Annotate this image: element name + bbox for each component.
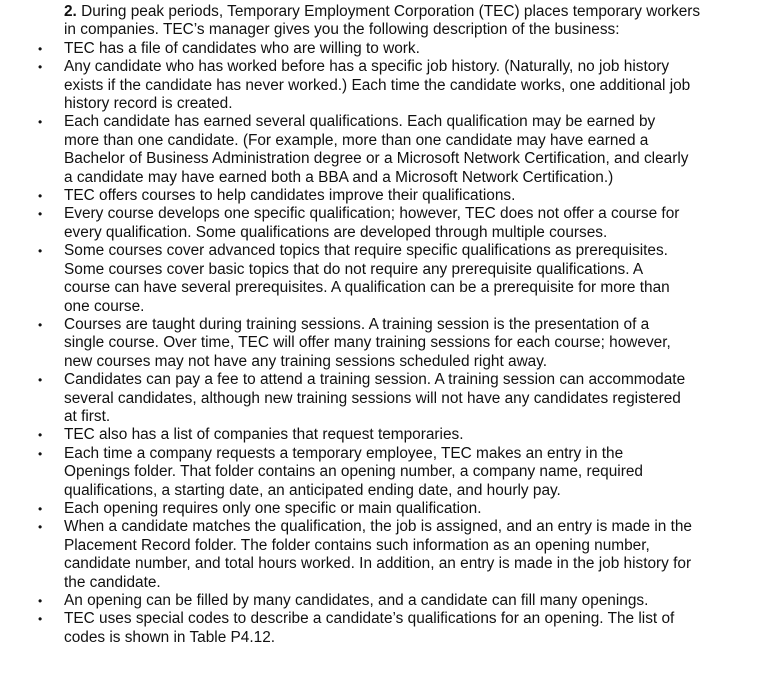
bullet-icon: • bbox=[38, 594, 43, 608]
list-item bbox=[0, 610, 692, 647]
list-item-text: Some courses cover advanced topics that require specific qualifications as prerequisites. Some courses cover basic topics that do not require any prerequisite qualifications. A course can have several prerequisites. A qualification can be a prerequisite for more than one course. bbox=[64, 242, 670, 315]
bullet-icon: • bbox=[38, 373, 43, 388]
list-item bbox=[0, 371, 692, 426]
bullet-icon: • bbox=[38, 520, 43, 535]
list-item-text: TEC offers courses to help candidates improve their qualifications. bbox=[64, 187, 516, 205]
list-item-text: Each time a company requests a temporary employee, TEC makes an entry in the Openings folder. That folder contains an opening number, a company name, required qualifications, a starting date, an anticipated ending date, and hourly pay. bbox=[64, 444, 643, 499]
list-item bbox=[0, 205, 692, 242]
list-item bbox=[0, 445, 692, 500]
list-item-text: Each candidate has earned several qualifications. Each qualification may be earned by more than one candidate. (For example, more than one candidate may have earned a Bachelor of Business Administration degree or a Microsoft Network Certification, and clearly a candidate may have earned both a BBA and a Microsoft Network Certification.) bbox=[64, 113, 689, 186]
bullet-icon: • bbox=[38, 612, 43, 627]
bullet-icon: • bbox=[38, 446, 43, 461]
list-item bbox=[0, 592, 692, 610]
list-item bbox=[0, 426, 692, 444]
list-item-text: When a candidate matches the qualification, the job is assigned, and an entry is made in the Placement Record folder. The folder contains such information as an opening number, candidate number, and total hours worked. In addition, an entry is made in the job history for the candidate. bbox=[64, 518, 692, 591]
list-item bbox=[0, 500, 692, 518]
list-item bbox=[0, 518, 692, 592]
list-item-text: An opening can be filled by many candidates, and a candidate can fill many openings. bbox=[64, 592, 649, 609]
bullet-icon: • bbox=[38, 428, 43, 443]
list-item bbox=[0, 40, 692, 58]
list-item-text: Candidates can pay a fee to attend a training session. A training session can accommodate several candidates, although new training sessions will not have any candidates registered at first. bbox=[64, 371, 686, 425]
list-item-text: Each opening requires only one specific or main qualification. bbox=[64, 499, 482, 517]
bullet-icon: • bbox=[38, 115, 43, 130]
list-item bbox=[0, 242, 692, 316]
bullet-icon: • bbox=[38, 60, 43, 75]
bullet-icon: • bbox=[38, 501, 43, 516]
list-item-text: TEC also has a list of companies that request temporaries. bbox=[64, 426, 464, 444]
bullet-icon: • bbox=[38, 189, 43, 204]
list-item-text: Every course develops one specific qualification; however, TEC does not offer a course for every qualification. Some qualifications are developed through multiple courses. bbox=[64, 205, 680, 241]
list-item-text: Courses are taught during training sessions. A training session is the presentation of a single course. Over time, TEC will offer many training sessions for each course; however, new courses may not have any training sessions scheduled right away. bbox=[64, 315, 671, 370]
problem-number: 2. bbox=[64, 3, 77, 20]
list-item-text: TEC uses special codes to describe a candidate’s qualifications for an opening. The list of codes is shown in Table P4.12. bbox=[64, 610, 675, 646]
list-item bbox=[0, 316, 692, 371]
list-item bbox=[0, 113, 692, 187]
document-body bbox=[0, 3, 781, 647]
bullet-icon: • bbox=[38, 207, 43, 222]
list-item-text: Any candidate who has worked before has a specific job history. (Naturally, no job history exists if the candidate has never worked.) Each time the candidate works, one additional job history record is created. bbox=[64, 58, 691, 113]
list-item-text: TEC has a file of candidates who are willing to work. bbox=[64, 39, 420, 57]
list-item bbox=[0, 187, 692, 205]
bullet-icon: • bbox=[38, 41, 43, 56]
problem-intro-paragraph bbox=[64, 3, 704, 40]
requirements-list bbox=[0, 40, 781, 647]
list-item bbox=[0, 58, 692, 113]
problem-intro-text: During peak periods, Temporary Employment Corporation (TEC) places temporary workers in companies. TEC’s manager gives you the following description of the business: bbox=[64, 3, 701, 39]
bullet-icon: • bbox=[38, 317, 43, 332]
bullet-icon: • bbox=[38, 244, 43, 259]
